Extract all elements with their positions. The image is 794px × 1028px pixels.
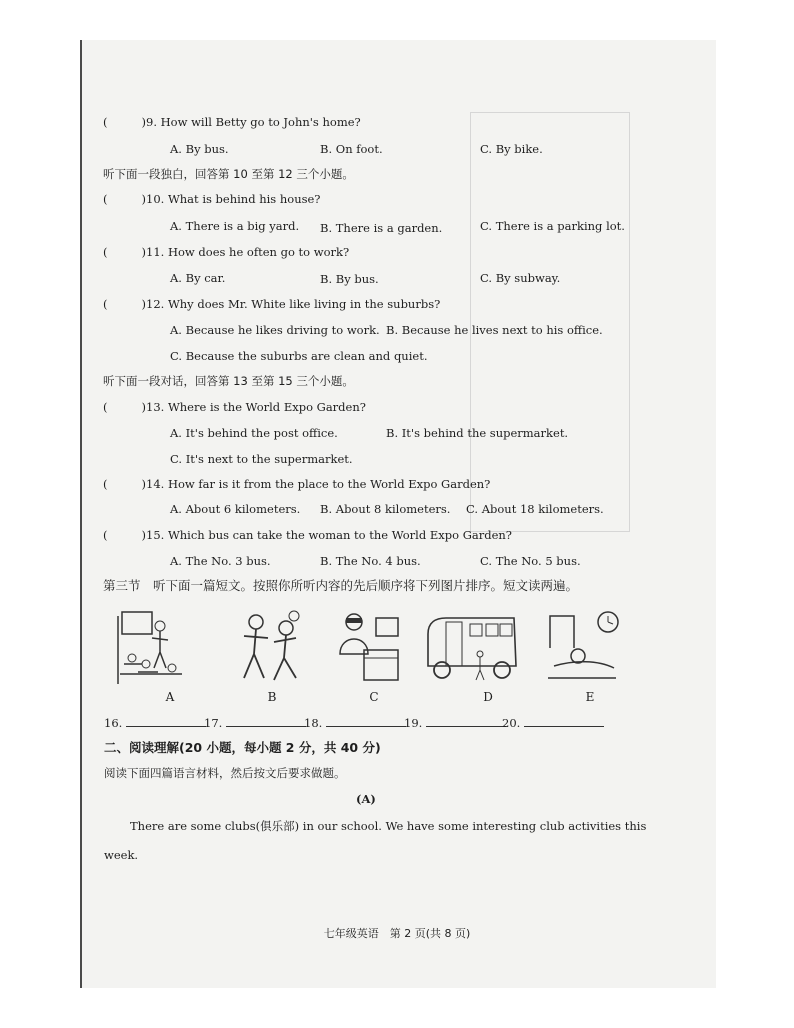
q13-option-c: C. It's next to the supermarket. (170, 452, 353, 466)
q13-option-a: A. It's behind the post office. (170, 426, 338, 440)
page-footer: 七年级英语 第 2 页(共 8 页) (323, 927, 471, 940)
q11-option-a: A. By car. (170, 271, 226, 285)
q9-option-a: A. By bus. (170, 142, 229, 156)
picture-label-a: A (165, 690, 175, 704)
monologue-instruction: 听下面一段独白，回答第 10 至第 12 三个小题。 (103, 167, 354, 181)
question-12-stem: ( )12. Why does Mr. White like living in the suburbs? (103, 297, 441, 311)
q9-option-c: C. By bike. (480, 142, 543, 156)
q9-option-b: B. On foot. (320, 142, 383, 156)
q14-option-b: B. About 8 kilometers. (320, 502, 451, 516)
question-14-stem: ( )14. How far is it from the place to the World Expo Garden? (103, 477, 491, 491)
classroom-picture (112, 608, 188, 686)
q12-option-c: C. Because the suburbs are clean and quiet. (170, 349, 428, 363)
computer-picture (334, 608, 410, 686)
reading-instruction: 阅读下面四篇语言材料，然后按文后要求做题。 (104, 766, 346, 780)
dialogue-instruction: 听下面一段对话，回答第 13 至第 15 三个小题。 (103, 374, 354, 388)
q10-option-a: A. There is a big yard. (170, 219, 300, 233)
picture-label-b: B (267, 690, 277, 704)
question-15-stem: ( )15. Which bus can take the woman to the World Expo Garden? (103, 528, 512, 542)
basketball-picture (234, 608, 310, 686)
answer-blank-20[interactable]: 20. (502, 716, 604, 730)
q13-option-b: B. It's behind the supermarket. (386, 426, 569, 440)
bleed-through-box (470, 112, 630, 532)
passage-label: (A) (356, 792, 376, 806)
picture-label-d: D (483, 690, 493, 704)
passage-line-2: week. (104, 848, 139, 862)
picture-label-e: E (585, 690, 595, 704)
section3-instruction: 第三节 听下面一篇短文。按照你所听内容的先后顺序将下列图片排序。短文读两遍。 (103, 578, 579, 593)
q14-option-a: A. About 6 kilometers. (170, 502, 301, 516)
bedroom-picture (544, 608, 620, 686)
q11-option-b: B. By bus. (320, 272, 379, 286)
bus-picture (422, 608, 522, 686)
answer-blank-17[interactable]: 17. (204, 716, 306, 730)
q15-option-c: C. The No. 5 bus. (480, 554, 581, 568)
q12-option-a: A. Because he likes driving to work. (170, 323, 380, 337)
q11-option-c: C. By subway. (480, 271, 561, 285)
question-13-stem: ( )13. Where is the World Expo Garden? (103, 400, 366, 414)
picture-label-c: C (369, 690, 379, 704)
q10-option-c: C. There is a parking lot. (480, 219, 625, 233)
answer-blank-19[interactable]: 19. (404, 716, 506, 730)
question-10-stem: ( )10. What is behind his house? (103, 192, 321, 206)
reading-heading: 二、阅读理解(20 小题，每小题 2 分，共 40 分) (104, 740, 381, 755)
q12-option-b: B. Because he lives next to his office. (386, 323, 603, 337)
q15-option-b: B. The No. 4 bus. (320, 554, 421, 568)
question-11-stem: ( )11. How does he often go to work? (103, 245, 350, 259)
passage-line-1: There are some clubs(俱乐部) in our school. We have some interesting club activities this (130, 819, 647, 833)
q15-option-a: A. The No. 3 bus. (170, 554, 271, 568)
question-9-stem: ( )9. How will Betty go to John's home? (103, 115, 361, 129)
q14-option-c: C. About 18 kilometers. (466, 502, 604, 516)
q10-option-b: B. There is a garden. (320, 221, 443, 235)
answer-blank-18[interactable]: 18. (304, 716, 406, 730)
answer-blank-16[interactable]: 16. (104, 716, 206, 730)
